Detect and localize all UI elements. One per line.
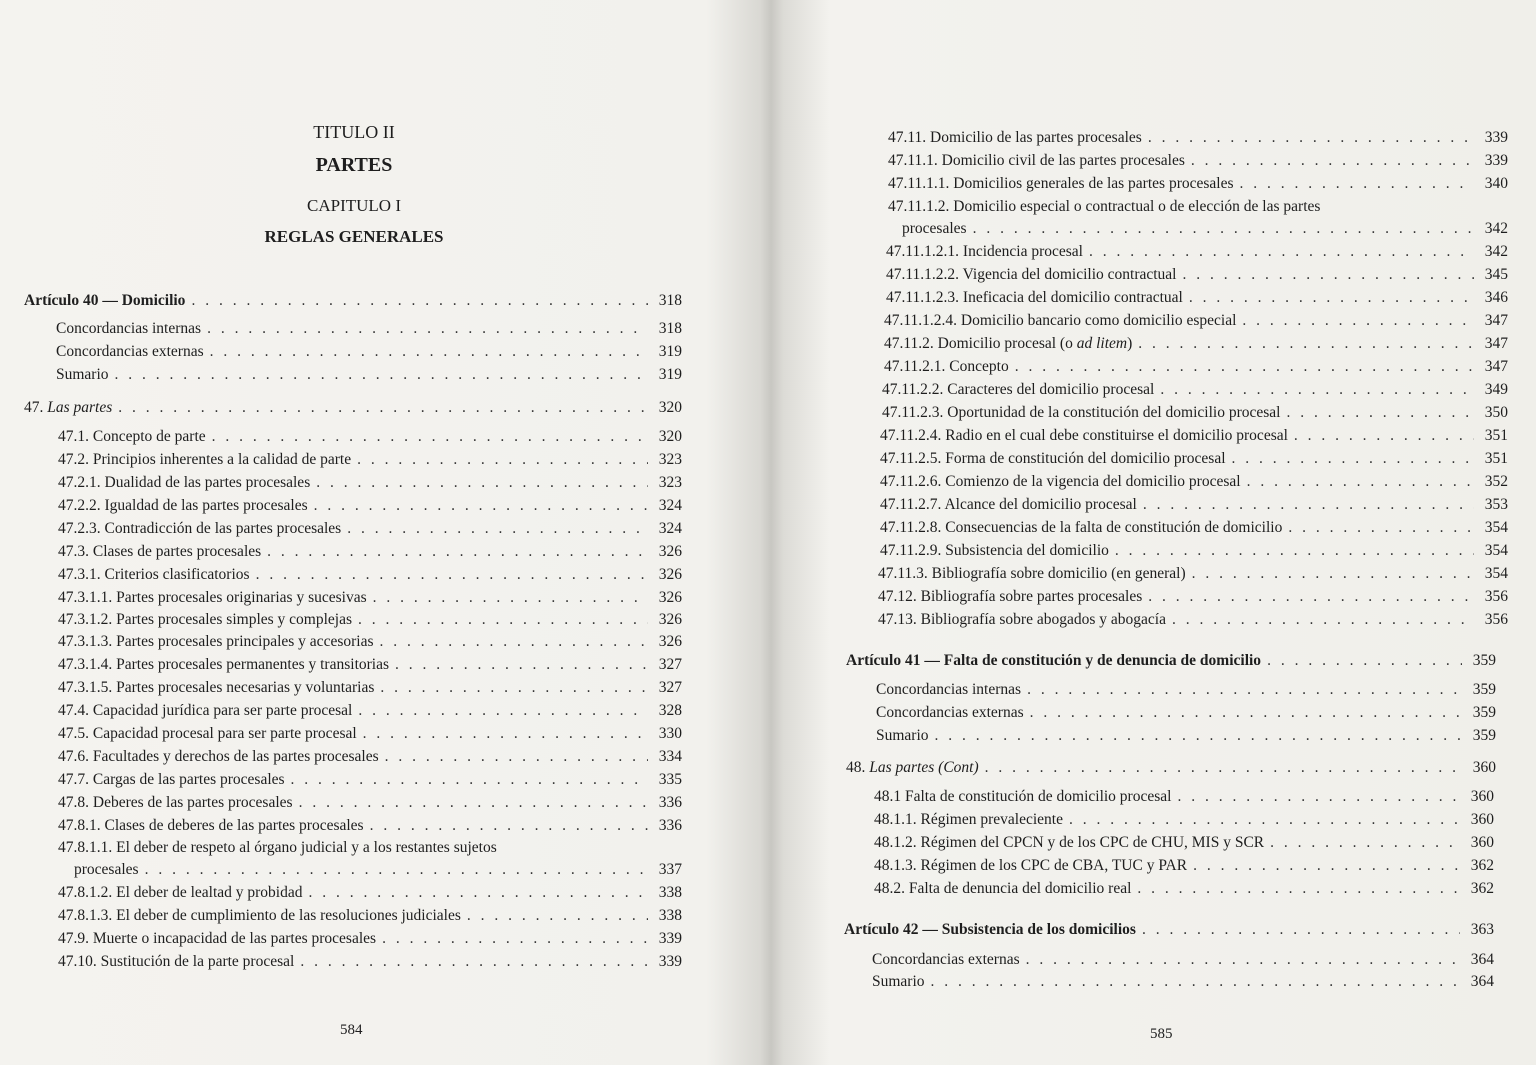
toc-entry[interactable] [872, 972, 1494, 992]
toc-page: 320 [658, 399, 682, 416]
toc-label: 47.11.3. Bibliografía sobre domicilio (en general) [878, 565, 1186, 582]
toc-entry[interactable] [880, 541, 1508, 561]
toc-entry[interactable] [888, 128, 1508, 148]
toc-entry[interactable] [874, 833, 1494, 853]
toc-label: 47.4. Capacidad jurídica para ser parte procesal [58, 702, 353, 719]
toc-label: 48.1.2. Régimen del CPCN y de los CPC de CHU, MIS y SCR [874, 834, 1265, 851]
toc-page: 326 [658, 543, 682, 560]
toc-label: 47.9. Muerte o incapacidad de las partes procesales [58, 930, 377, 947]
toc-entry[interactable] [58, 519, 682, 539]
toc-label: Concordancias externas [56, 343, 204, 360]
toc-label: 47.12. Bibliografía sobre partes procesales [878, 588, 1143, 605]
toc-page: 339 [1484, 152, 1508, 169]
toc-page: 364 [1470, 951, 1494, 968]
toc-page: 339 [658, 953, 682, 970]
toc-label: Sumario [872, 973, 925, 990]
toc-entry[interactable] [874, 810, 1494, 830]
toc-label: 47.8.1.2. El deber de lealtad y probidad [58, 884, 303, 901]
toc-page: 354 [1484, 542, 1508, 559]
toc-label: 48.1 Falta de constitución de domicilio procesal [874, 788, 1172, 805]
toc-label: Sumario [56, 366, 109, 383]
toc-entry[interactable] [882, 403, 1508, 423]
toc-page: 347 [1484, 312, 1508, 329]
toc-entry[interactable] [58, 450, 682, 470]
toc-page: 327 [658, 656, 682, 673]
toc-label: 47.10. Sustitución de la parte procesal [58, 953, 295, 970]
toc-label: 48. Las partes (Cont) [846, 759, 979, 776]
toc-label: 47.5. Capacidad procesal para ser parte procesal [58, 725, 357, 742]
toc-label: 47.13. Bibliografía sobre abogados y abogacía [878, 611, 1166, 628]
page-number: 585 [1150, 1026, 1173, 1042]
toc-page: 354 [1484, 565, 1508, 582]
toc-label: 47.8. Deberes de las partes procesales [58, 794, 293, 811]
toc-page: 326 [658, 611, 682, 628]
toc-page: 359 [1472, 681, 1496, 698]
toc-label: 47.3.1.5. Partes procesales necesarias y voluntarias [58, 679, 375, 696]
toc-label: 47.2. Principios inherentes a la calidad de parte [58, 451, 352, 468]
toc-label: Artículo 40 — Domicilio [24, 292, 186, 309]
toc-label: 47.11.2.2. Caracteres del domicilio procesal [882, 381, 1155, 398]
toc-label: 47.3.1. Criterios clasificatorios [58, 566, 250, 583]
title-heading: TITULO II [313, 122, 395, 142]
toc-label: 47.3.1.2. Partes procesales simples y complejas [58, 611, 353, 628]
toc-label: 47.2.3. Contradicción de las partes procesales [58, 520, 342, 537]
toc-label: 47.8.1.3. El deber de cumplimiento de las resoluciones judiciales [58, 907, 461, 924]
toc-page: 319 [658, 366, 682, 383]
toc-label: procesales [902, 220, 967, 237]
toc-page: 360 [1470, 788, 1494, 805]
toc-label: 47.7. Cargas de las partes procesales [58, 771, 285, 788]
toc-page: 327 [658, 679, 682, 696]
toc-page: 347 [1484, 358, 1508, 375]
toc-page: 323 [658, 451, 682, 468]
toc-page: 326 [658, 633, 682, 650]
toc-entry[interactable] [58, 883, 682, 903]
toc-entry[interactable] [24, 398, 682, 418]
toc-page: 324 [658, 497, 682, 514]
toc-entry[interactable] [876, 726, 1496, 746]
toc-entry[interactable] [58, 929, 682, 949]
toc-entry[interactable] [874, 787, 1494, 807]
toc-page: 339 [658, 930, 682, 947]
toc-entry[interactable] [58, 770, 682, 790]
toc-entry[interactable] [884, 357, 1508, 377]
toc-page: 347 [1484, 335, 1508, 352]
toc-page: 326 [658, 566, 682, 583]
toc-label: Concordancias internas [56, 320, 202, 337]
toc-entry[interactable] [58, 655, 682, 675]
page-number: 584 [340, 1022, 363, 1038]
toc-page: 364 [1470, 973, 1494, 990]
toc-entry[interactable] [886, 242, 1508, 262]
toc-entry[interactable] [58, 701, 682, 721]
toc-page: 330 [658, 725, 682, 742]
toc-page: 338 [658, 884, 682, 901]
toc-page: 323 [658, 474, 682, 491]
toc-label: 47.6. Facultades y derechos de las partes procesales [58, 748, 379, 765]
toc-label: 47.11.2.9. Subsistencia del domicilio [880, 542, 1109, 559]
toc-label: 48.1.1. Régimen prevaleciente [874, 811, 1063, 828]
toc-entry[interactable] [844, 920, 1494, 940]
toc-entry[interactable] [56, 319, 682, 339]
toc-entry[interactable] [880, 449, 1508, 469]
toc-label: Artículo 41 — Falta de constitución y de denuncia de domicilio [846, 652, 1262, 669]
toc-entry[interactable] [58, 542, 682, 562]
toc-page: 351 [1484, 427, 1508, 444]
toc-page: 318 [658, 320, 682, 337]
toc-entry[interactable] [874, 856, 1494, 876]
toc-label: 47.8.1. Clases de deberes de las partes procesales [58, 817, 364, 834]
toc-page: 350 [1484, 404, 1508, 421]
toc-entry[interactable] [902, 219, 1508, 239]
toc-entry[interactable] [58, 473, 682, 493]
toc-entry[interactable] [874, 879, 1494, 899]
toc-entry[interactable] [58, 906, 682, 926]
toc-page: 334 [658, 748, 682, 765]
toc-label: 47.11.1.2.4. Domicilio bancario como domicilio especial [884, 312, 1237, 329]
toc-page: 359 [1472, 704, 1496, 721]
toc-page: 351 [1484, 450, 1508, 467]
toc-page: 318 [658, 292, 682, 309]
toc-label: 47.3.1.1. Partes procesales originarias y sucesivas [58, 589, 367, 606]
toc-entry[interactable] [58, 678, 682, 698]
toc-page: 328 [658, 702, 682, 719]
toc-entry[interactable] [58, 610, 682, 630]
toc-entry[interactable] [884, 311, 1508, 331]
toc-page: 360 [1470, 811, 1494, 828]
toc-entry[interactable] [880, 495, 1508, 515]
toc-label: procesales [74, 861, 139, 878]
toc-entry[interactable] [878, 610, 1508, 630]
toc-entry[interactable] [872, 950, 1494, 970]
toc-label: 47.2.2. Igualdad de las partes procesales [58, 497, 308, 514]
toc-page: 320 [658, 428, 682, 445]
toc-page: 345 [1484, 266, 1508, 283]
toc-page: 356 [1484, 588, 1508, 605]
toc-label: Artículo 42 — Subsistencia de los domicilios [844, 921, 1136, 938]
toc-entry[interactable] [876, 680, 1496, 700]
toc-entry[interactable] [58, 588, 682, 608]
toc-entry[interactable] [58, 747, 682, 767]
toc-entry[interactable] [56, 342, 682, 362]
toc-entry[interactable] [846, 651, 1496, 671]
toc-entry[interactable] [58, 724, 682, 744]
toc-label: 47.11.1.2.1. Incidencia procesal [886, 243, 1083, 260]
toc-label: 47.3.1.3. Partes procesales principales y accesorias [58, 633, 374, 650]
toc-label-wrap: 47.11.1.2. Domicilio especial o contractual o de elección de las partes [888, 198, 1321, 215]
toc-label: Concordancias externas [872, 951, 1020, 968]
toc-entry[interactable] [888, 151, 1508, 171]
toc-entry[interactable] [58, 565, 682, 585]
toc-page: 353 [1484, 496, 1508, 513]
toc-label: 47.11.2.7. Alcance del domicilio procesal [880, 496, 1137, 513]
toc-entry[interactable] [878, 564, 1508, 584]
toc-label: 47.11.2.6. Comienzo de la vigencia del domicilio procesal [880, 473, 1241, 490]
toc-entry[interactable] [58, 496, 682, 516]
toc-page: 354 [1484, 519, 1508, 536]
toc-page: 360 [1472, 759, 1496, 776]
toc-page: 324 [658, 520, 682, 537]
toc-entry[interactable] [886, 288, 1508, 308]
toc-label: 47.11.1.1. Domicilios generales de las partes procesales [888, 175, 1234, 192]
toc-label: 47.11. Domicilio de las partes procesales [888, 129, 1142, 146]
toc-label: 47.11.2.3. Oportunidad de la constitución del domicilio procesal [882, 404, 1281, 421]
toc-label: Concordancias internas [876, 681, 1022, 698]
toc-entry[interactable] [888, 174, 1508, 194]
toc-entry[interactable] [58, 632, 682, 652]
toc-entry[interactable] [58, 816, 682, 836]
toc-page: 339 [1484, 129, 1508, 146]
toc-page: 326 [658, 589, 682, 606]
chapter-heading: CAPITULO I [307, 196, 401, 215]
toc-label: 47.11.2.4. Radio en el cual debe constituirse el domicilio procesal [880, 427, 1288, 444]
toc-page: 342 [1484, 243, 1508, 260]
toc-label: 47.3.1.4. Partes procesales permanentes y transitorias [58, 656, 390, 673]
toc-page: 356 [1484, 611, 1508, 628]
toc-entry[interactable] [880, 472, 1508, 492]
toc-page: 336 [658, 817, 682, 834]
toc-page: 335 [658, 771, 682, 788]
toc-entry[interactable] [876, 703, 1496, 723]
toc-entry[interactable] [886, 265, 1508, 285]
toc-page: 360 [1470, 834, 1494, 851]
right-page [780, 0, 1536, 1065]
toc-page: 338 [658, 907, 682, 924]
toc-page: 362 [1470, 880, 1494, 897]
toc-label: 47.11.2. Domicilio procesal (o ad litem) [884, 335, 1133, 352]
toc-page: 340 [1484, 175, 1508, 192]
toc-entry[interactable] [56, 365, 682, 385]
toc-entry[interactable] [878, 587, 1508, 607]
toc-page: 342 [1484, 220, 1508, 237]
toc-label-wrap: 47.8.1.1. El deber de respeto al órgano judicial y a los restantes sujetos [58, 839, 497, 856]
toc-page: 359 [1472, 652, 1496, 669]
toc-label: 47.11.1. Domicilio civil de las partes procesales [888, 152, 1185, 169]
toc-page: 359 [1472, 727, 1496, 744]
toc-label: 47. Las partes [24, 399, 113, 416]
toc-page: 362 [1470, 857, 1494, 874]
chapter-subheading: REGLAS GENERALES [264, 227, 444, 246]
toc-entry[interactable] [58, 427, 682, 447]
toc-label: 47.1. Concepto de parte [58, 428, 206, 445]
toc-page: 346 [1484, 289, 1508, 306]
toc-label: 47.11.2.5. Forma de constitución del domicilio procesal [880, 450, 1226, 467]
toc-page: 352 [1484, 473, 1508, 490]
toc-page: 337 [658, 861, 682, 878]
toc-entry[interactable] [846, 758, 1496, 778]
toc-entry[interactable] [880, 518, 1508, 538]
toc-label: 47.11.2.8. Consecuencias de la falta de constitución de domicilio [880, 519, 1283, 536]
toc-entry[interactable] [880, 426, 1508, 446]
toc-label: 47.11.2.1. Concepto [884, 358, 1009, 375]
toc-entry[interactable] [24, 291, 682, 311]
toc-label: 47.3. Clases de partes procesales [58, 543, 262, 560]
toc-page: 336 [658, 794, 682, 811]
toc-label: 47.2.1. Dualidad de las partes procesales [58, 474, 311, 491]
toc-entry[interactable] [74, 860, 682, 880]
toc-label: Concordancias externas [876, 704, 1024, 721]
toc-label: 47.11.1.2.3. Ineficacia del domicilio contractual [886, 289, 1183, 306]
toc-label: 48.1.3. Régimen de los CPC de CBA, TUC y PAR [874, 857, 1188, 874]
toc-label: 47.11.1.2.2. Vigencia del domicilio contractual [886, 266, 1177, 283]
toc-label: Sumario [876, 727, 929, 744]
toc-entry[interactable] [884, 334, 1508, 354]
title-subheading: PARTES [315, 154, 393, 176]
toc-entry[interactable] [882, 380, 1508, 400]
toc-entry[interactable] [58, 793, 682, 813]
toc-page: 319 [658, 343, 682, 360]
toc-label: 48.2. Falta de denuncia del domicilio real [874, 880, 1132, 897]
toc-entry[interactable] [58, 952, 682, 972]
toc-page: 349 [1484, 381, 1508, 398]
toc-page: 363 [1470, 921, 1494, 938]
